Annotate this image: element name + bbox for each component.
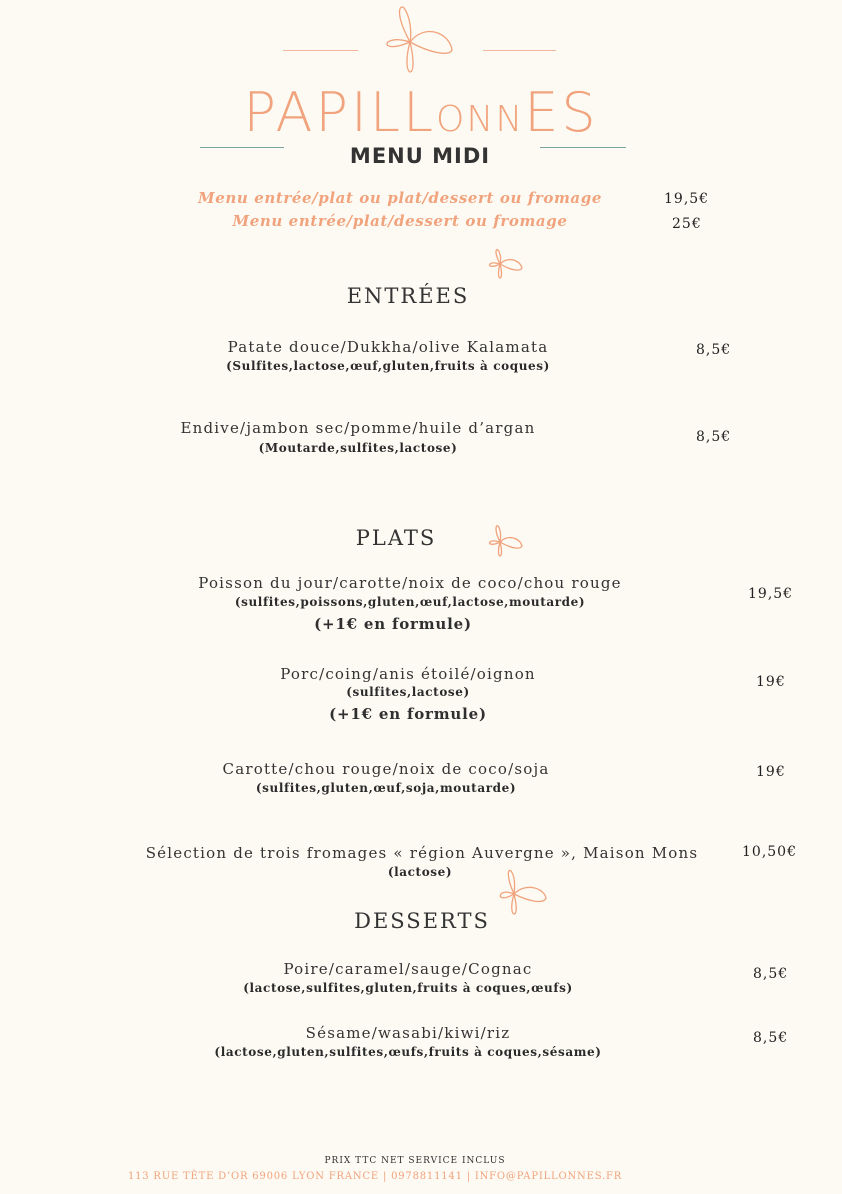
formula-label: Menu entrée/plat/dessert ou fromage [232, 212, 568, 230]
dish-name: Endive/jambon sec/pomme/huile d’argan [180, 419, 536, 437]
logo-rule-right [483, 50, 556, 51]
title-rule-left [200, 147, 284, 148]
dish-price: 19€ [756, 674, 786, 690]
cheese-selection-allergens: (lactose) [387, 865, 453, 879]
dish-supplement: (+1€ en formule) [329, 705, 487, 723]
section-title-entrees: ENTRÉES [346, 284, 470, 308]
title-rule-right [540, 147, 626, 148]
dish-allergens: (lactose,sulfites,gluten,fruits à coques,œufs) [243, 981, 573, 995]
dish-allergens: (sulfites,poissons,gluten,œuf,lactose,moutarde) [234, 595, 586, 609]
dish-name: Patate douce/Dukkha/olive Kalamata [227, 338, 549, 356]
butterfly-icon [486, 246, 526, 280]
dish-price: 8,5€ [696, 429, 732, 445]
cheese-selection-price: 10,50€ [742, 844, 797, 860]
dish-name: Poire/caramel/sauge/Cognac [283, 960, 533, 978]
brand-name-part2: ONN [436, 99, 525, 140]
dish-allergens: (Moutarde,sulfites,lactose) [258, 441, 458, 455]
formula-label: Menu entrée/plat ou plat/dessert ou fromage [198, 189, 602, 207]
section-title-desserts: DESSERTS [354, 909, 490, 933]
dish-supplement: (+1€ en formule) [314, 615, 472, 633]
dish-allergens: (sulfites,gluten,œuf,soja,moutarde) [255, 781, 517, 795]
footer-price-note: PRIX TTC NET SERVICE INCLUS [324, 1156, 506, 1166]
dish-name: Porc/coing/anis étoilé/oignon [280, 665, 536, 683]
dish-name: Sésame/wasabi/kiwi/riz [305, 1024, 511, 1042]
dish-allergens: (sulfites,lactose) [346, 685, 470, 699]
dish-price: 19,5€ [748, 586, 794, 602]
menu-title: MENU MIDI [349, 144, 491, 168]
brand-name-part1: PAPILL [243, 81, 437, 144]
footer-contact: 113 RUE TÊTE D’OR 69006 LYON FRANCE | 0978811141 | INFO@PAPILLONNES.FR [127, 1171, 623, 1182]
formula-price: 19,5€ [664, 191, 710, 207]
brand-name-part3: ES [524, 81, 599, 144]
butterfly-icon [486, 522, 526, 558]
dish-price: 8,5€ [753, 966, 789, 982]
dish-name: Carotte/chou rouge/noix de coco/soja [222, 760, 550, 778]
dish-price: 8,5€ [696, 342, 732, 358]
cheese-selection-name: Sélection de trois fromages « région Auvergne », Maison Mons [145, 844, 699, 862]
dish-allergens: (lactose,gluten,sulfites,œufs,fruits à coques,sésame) [214, 1045, 602, 1059]
brand-logo [0, 81, 842, 144]
logo-rule-left [283, 50, 358, 51]
section-title-plats: PLATS [355, 526, 437, 550]
butterfly-logo-icon [380, 2, 458, 76]
formula-price: 25€ [672, 216, 702, 232]
dish-price: 8,5€ [753, 1030, 789, 1046]
dish-price: 19€ [756, 764, 786, 780]
dish-allergens: (Sulfites,lactose,œuf,gluten,fruits à coques) [226, 359, 550, 373]
dish-name: Poisson du jour/carotte/noix de coco/chou rouge [198, 574, 622, 592]
